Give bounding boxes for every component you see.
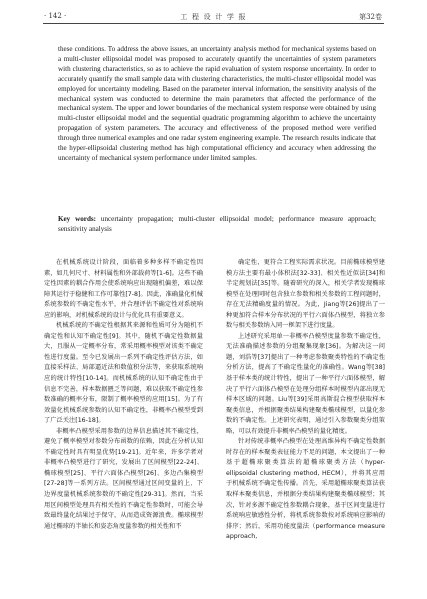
paragraph: 针对传统非概率凸模型在处理高维异构不确定性数据时存在的样本聚类表征能力不足的问题，本文提出了一种基于超椭球聚类算法的超椭球聚类方法（hyper-ellipsoidal clustering method, HECM），并将其应用于机械系统不确定性传播。首先，采用超椭球聚类算法获取样本聚类信息，并根据分类结果构建聚类椭球模型；其次，针对多源不确定性参数耦合现象，基于区间变量进行系统响应敏感性分析，将机系统参数按对系统响应影响的排序；然后，采用功能度量法（performance measure approach, xyxy=(226,438,385,541)
english-abstract: these conditions. To address the above issues, an uncertainty analysis method for mechanical systems based on a multi-cluster ellipsoidal model was proposed to accurately quantify the uncertainties of system parameters with clustering characteristics, so as to achieve the rapid evaluation of system response uncertainty. In order to accurately quantify the small sample data with clustering characteristics, the multi-cluster ellipsoidal model was employed for uncertainty modeling. Based on the parameter interval information, the sensitivity analysis of the mechanical system was conducted to determine the main parameters that affected the performance of the mechanical system. The upper and lower boundaries of the mechanical system response were obtained by using multi-cluster ellipsoidal model and the sequential quadratic programming algorithm to achieve the uncertainty propagation of system parameters. The accuracy and effectiveness of the proposed method were verified through three numerical examples and one radar system engineering example. The research results indicate that the hyper-ellipsoidal clustering method has high computational efficiency and accuracy when addressing the uncertainty of mechanical system performance under limited samples. xyxy=(58,45,376,162)
body-column-left xyxy=(44,258,203,532)
keywords-text: uncertainty propagation; multi-cluster ellipsoidal model; performance measure approach; sensitivity analysis xyxy=(58,215,377,233)
volume-label: 第32卷 xyxy=(359,13,382,21)
keywords-label: Key words: xyxy=(58,215,97,223)
body-column-right xyxy=(226,258,385,543)
paragraph: 上述研究采用单一非概率凸模型度量参数不确定性，无法准确描述参数的分组聚集现象[36]。为解决这一问题，刘浩等[37]提出了一种考虑参数聚类特性的不确定性分析方法，提高了不确定性量化的准确性。Wang等[38]基于样本类的统计特性，提出了一种平行六面体模型，解决了平行六面体凸模型在处理分组样本时模型内部出现无样本区域的问题。Liu等[39]采用高斯混合模型获取样本聚类信息，并根据聚类结果构建聚类椭球模型，以量化参数的不确定性。上述研究表明，通过引入参数聚类分组策略，可以有效提升非概率凸模型的量化精度。 xyxy=(226,332,385,435)
paragraph: 非概率凸模型采用参数的边界信息描述其不确定性，避免了概率模型对参数分布函数的依赖，因此在分析认知不确定性时具有明显优势[19-21]。近年来，许多学者对非概率凸模型进行了研究，发展出了区间模型[22-24]、椭球模型[25]、平行六面体凸模型[26]、多边凸集模型[27-28]等一系列方法。区间模型通过区间变量的上、下边界度量机械系统参数的不确定性[29-31]。然而，当采用区间模型处理具有相关性的不确定性参数时，可能会导致最终量化结果过于保守，从而造成资源浪费。椭球模型通过椭球的半轴长和姿态角度量参数的相关性和不 xyxy=(44,427,203,530)
page-header xyxy=(0,0,427,26)
english-keywords xyxy=(58,215,376,235)
paragraph: 在机械系统设计阶段，面临着多种多样不确定性因素，如几何尺寸、材料属性和外部载荷等[1-6]。这些不确定性因素的耦合作用会使系统响应出现随机偏差，难以保障其运行于稳健和工作可靠性[7-8]。因此，准确量化机械系统参数的不确定性水平，并合理评估不确定性对系统响应的影响，对机械系统的设计与优化具有重要意义。 xyxy=(44,259,203,319)
journal-title: 工 程 设 计 学 报 xyxy=(180,13,247,21)
header-rule xyxy=(43,23,384,24)
page-number: · 142 · xyxy=(44,12,67,20)
paragraph: 确定性，更符合工程实际需求状况。目前椭球模型建模方法主要有最小体积法[32-33]、相关性近似法[34]和半定规划法[35]等。随着研究的深入，相关学者发现椭球模型在处理同时包含独立参数和相关参数的工程问题时，存在无法精确度量的情况。为此，Jiang等[26]提出了一种更加符合样本分布状况的平行六面体凸模型，将独立参数与相关参数纳入同一框架下进行度量。 xyxy=(226,259,385,330)
paragraph: 机械系统的不确定性根据其来源和性质可分为随机不确定性和认知不确定性[9]。其中，随机不确定性数据量大，且服从一定概率分布，常采用概率模型对该类不确定性进行度量。至今已发展出一系列不确定性评估方法，如直接采样法、局部逼近法和数值积分法等，来获取系统响应的统计特性[10-14]。而机械系统的认知不确定性由于信息不完善，样本数据匮乏等问题，难以获取不确定性参数准确的概率分布，限制了概率模型的应用[15]。为了有效量化机械系统参数的认知不确定性，非概率凸模型受到了广泛关注[16-18]。 xyxy=(44,322,203,425)
